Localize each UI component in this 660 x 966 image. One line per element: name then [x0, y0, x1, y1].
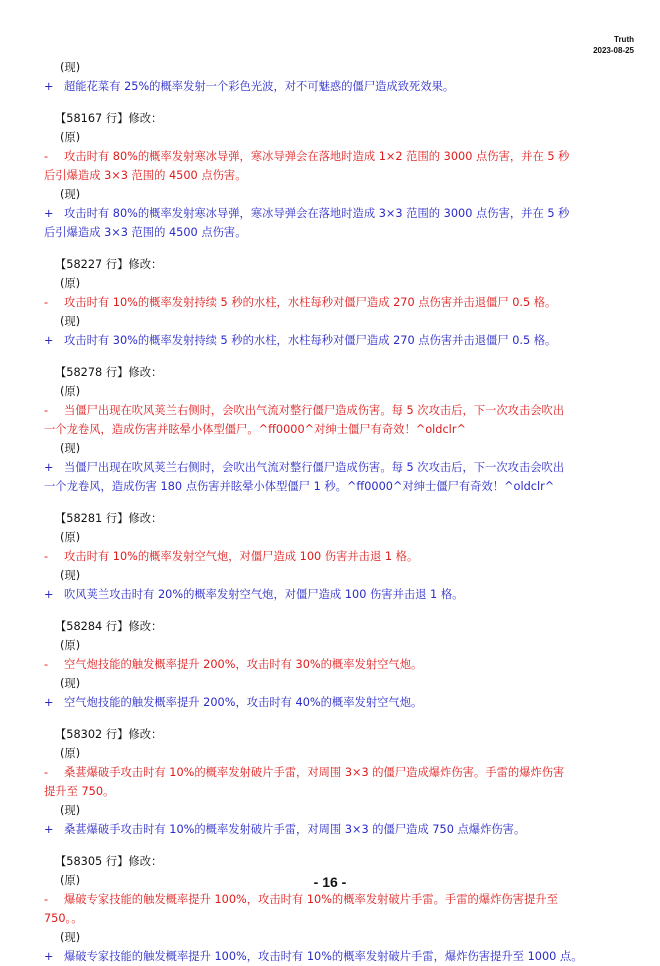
block-gap: [44, 96, 624, 109]
document-body: [44, 58, 624, 966]
new-text-line: [44, 477, 624, 496]
plus-sign: +: [44, 588, 54, 601]
new-text-line: [44, 820, 624, 839]
plus-sign: +: [44, 80, 54, 93]
old-text: 当僵尸出现在吹风荚兰右侧时，会吹出气流对整行僵尸造成伤害。每 5 次攻击后，下一次攻击会吹出: [64, 404, 565, 417]
new-text: 攻击时有 80%的概率发射寒冰导弹，寒冰导弹会在落地时造成 3×3 范围的 3000 点伤害，并在 5 秒: [64, 207, 570, 220]
block-gap: [44, 350, 624, 363]
old-text-line: [44, 782, 624, 801]
old-text-line: [44, 890, 624, 909]
change-heading: 【58281 行】修改：: [55, 512, 163, 525]
old-text-line: [44, 763, 624, 782]
change-heading: 【58227 行】修改：: [55, 258, 163, 271]
block-gap: [44, 839, 624, 852]
minus-sign: -: [44, 404, 49, 417]
old-text: 后引爆造成 3×3 范围的 4500 点伤害。: [44, 169, 247, 182]
old-text-line: [44, 655, 624, 674]
old-text: 桑葚爆破手攻击时有 10%的概率发射破片手雷，对周围 3×3 的僵尸造成爆炸伤害。手雷的爆炸伤害: [64, 766, 565, 779]
minus-sign: -: [44, 296, 49, 309]
minus-sign: -: [44, 150, 49, 163]
new-text-line: [44, 223, 624, 242]
new-text-line: [44, 204, 624, 223]
header-date: 2023-08-25: [593, 46, 634, 55]
new-label: (现): [60, 188, 81, 201]
new-label: (现): [60, 569, 81, 582]
page-number: - 16 -: [313, 874, 347, 890]
minus-sign: -: [44, 550, 49, 563]
plus-sign: +: [44, 950, 54, 963]
old-label: (原): [60, 747, 81, 760]
old-label: (原): [60, 531, 81, 544]
old-text: 攻击时有 10%的概率发射空气炮，对僵尸造成 100 伤害并击退 1 格。: [64, 550, 419, 563]
old-text-line: [44, 420, 624, 439]
new-label: (现): [60, 315, 81, 328]
old-text: 爆破专家技能的触发概率提升 100%，攻击时有 10%的概率发射破片手雷。手雷的爆炸伤害提升至: [64, 893, 558, 906]
block-gap: [44, 712, 624, 725]
old-text: 攻击时有 10%的概率发射持续 5 秒的水柱，水柱每秒对僵尸造成 270 点伤害并击退僵尸 0.5 格。: [64, 296, 557, 309]
change-heading: 【58305 行】修改：: [55, 855, 163, 868]
new-text: 当僵尸出现在吹风荚兰右侧时，会吹出气流对整行僵尸造成伤害。每 5 次攻击后，下一次攻击会吹出: [64, 461, 565, 474]
plus-sign: +: [44, 696, 54, 709]
old-label: (原): [60, 385, 81, 398]
old-text: 一个龙卷风，造成伤害并眩晕小体型僵尸。^ff0000^对绅士僵尸有奇效！^oldclr^: [44, 423, 466, 436]
new-text-line: [44, 331, 624, 350]
new-label: (现): [60, 61, 81, 74]
plus-sign: +: [44, 461, 54, 474]
header-title: Truth: [614, 35, 634, 44]
plus-sign: +: [44, 207, 54, 220]
new-text: 空气炮技能的触发概率提升 200%，攻击时有 40%的概率发射空气炮。: [64, 696, 423, 709]
new-label: (现): [60, 804, 81, 817]
intro-new-line: [44, 77, 624, 96]
new-text: 爆破专家技能的触发概率提升 100%，攻击时有 10%的概率发射破片手雷，爆炸伤害提升至 1000 点。: [64, 950, 583, 963]
old-text: 攻击时有 80%的概率发射寒冰导弹，寒冰导弹会在落地时造成 1×2 范围的 3000 点伤害，并在 5 秒: [64, 150, 570, 163]
change-heading: 【58284 行】修改：: [55, 620, 163, 633]
old-label: (原): [60, 277, 81, 290]
new-label: (现): [60, 677, 81, 690]
block-gap: [44, 604, 624, 617]
old-text: 提升至 750。: [44, 785, 115, 798]
new-text: 攻击时有 30%的概率发射持续 5 秒的水柱，水柱每秒对僵尸造成 270 点伤害并击退僵尸 0.5 格。: [64, 334, 557, 347]
old-text-line: [44, 909, 624, 928]
new-text-line: [44, 947, 624, 966]
old-text: 空气炮技能的触发概率提升 200%，攻击时有 30%的概率发射空气炮。: [64, 658, 423, 671]
intro-new-text: 超能花菜有 25%的概率发射一个彩色光波，对不可魅惑的僵尸造成致死效果。: [64, 80, 455, 93]
new-text: 一个龙卷风，造成伤害 180 点伤害并眩晕小体型僵尸 1 秒。^ff0000^对绅士僵尸有奇效！^oldclr^: [44, 480, 555, 493]
minus-sign: -: [44, 658, 49, 671]
old-text-line: [44, 293, 624, 312]
change-heading: 【58167 行】修改：: [55, 112, 163, 125]
new-text: 桑葚爆破手攻击时有 10%的概率发射破片手雷，对周围 3×3 的僵尸造成 750 点爆炸伤害。: [64, 823, 526, 836]
new-label: (现): [60, 931, 81, 944]
minus-sign: -: [44, 893, 49, 906]
old-text-line: [44, 547, 624, 566]
new-text-line: [44, 458, 624, 477]
plus-sign: +: [44, 334, 54, 347]
block-gap: [44, 242, 624, 255]
minus-sign: -: [44, 766, 49, 779]
old-label: (原): [60, 131, 81, 144]
change-heading: 【58302 行】修改：: [55, 728, 163, 741]
old-label: (原): [60, 639, 81, 652]
new-text: 后引爆造成 3×3 范围的 4500 点伤害。: [44, 226, 247, 239]
plus-sign: +: [44, 823, 54, 836]
new-text-line: [44, 693, 624, 712]
old-text-line: [44, 147, 624, 166]
new-text: 吹风荚兰攻击时有 20%的概率发射空气炮，对僵尸造成 100 伤害并击退 1 格。: [64, 588, 464, 601]
old-text-line: [44, 401, 624, 420]
old-text-line: [44, 166, 624, 185]
old-label: (原): [60, 874, 81, 887]
block-gap: [44, 496, 624, 509]
new-label: (现): [60, 442, 81, 455]
change-heading: 【58278 行】修改：: [55, 366, 163, 379]
old-text: 750。。: [44, 912, 83, 925]
new-text-line: [44, 585, 624, 604]
